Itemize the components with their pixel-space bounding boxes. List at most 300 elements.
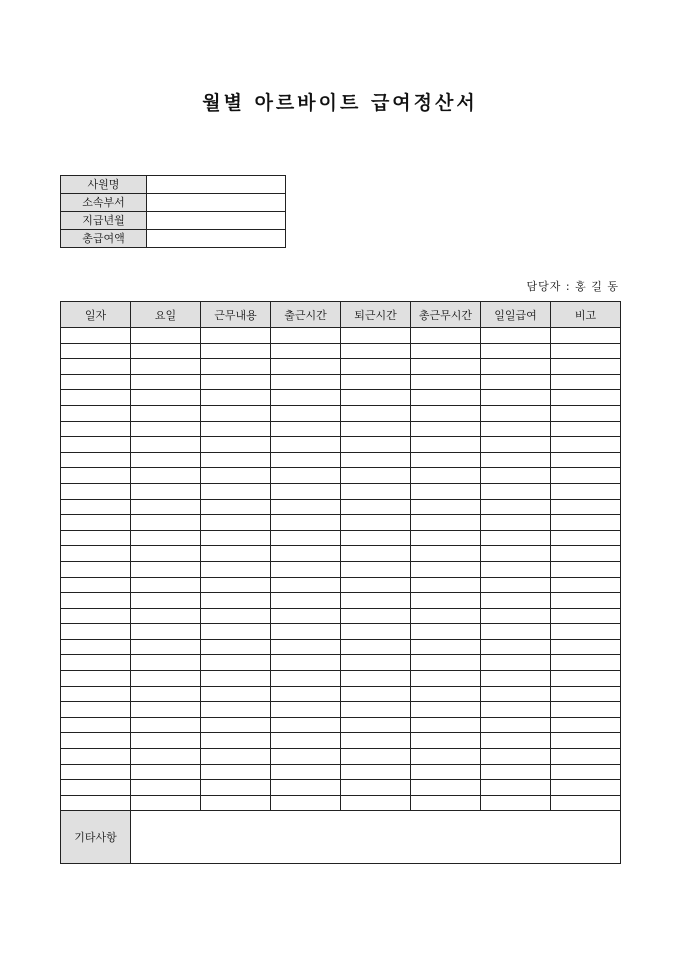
table-cell[interactable] [61,561,131,577]
table-cell[interactable] [271,437,341,453]
table-cell[interactable] [201,515,271,531]
table-cell[interactable] [481,343,551,359]
table-cell[interactable] [481,468,551,484]
info-label: 지급년월 [61,212,147,230]
table-cell[interactable] [341,515,411,531]
table-cell[interactable] [481,780,551,796]
table-cell[interactable] [481,639,551,655]
table-header-row [61,302,621,328]
table-cell[interactable] [201,671,271,687]
table-cell[interactable] [481,686,551,702]
table-row [61,546,621,562]
table-cell[interactable] [551,749,621,765]
table-cell[interactable] [61,780,131,796]
table-cell[interactable] [411,749,481,765]
table-cell[interactable] [271,624,341,640]
table-cell[interactable] [271,499,341,515]
table-cell[interactable] [61,328,131,344]
table-cell[interactable] [341,608,411,624]
table-cell[interactable] [131,655,201,671]
table-cell[interactable] [131,671,201,687]
table-cell[interactable] [201,764,271,780]
table-cell[interactable] [341,717,411,733]
table-cell[interactable] [551,764,621,780]
info-row [61,212,286,230]
table-cell[interactable] [551,639,621,655]
table-row [61,561,621,577]
table-cell[interactable] [411,452,481,468]
table-cell[interactable] [131,343,201,359]
table-row [61,405,621,421]
table-cell[interactable] [341,749,411,765]
table-row [61,686,621,702]
table-cell[interactable] [411,593,481,609]
table-row [61,749,621,765]
column-header: 퇴근시간 [341,302,411,328]
info-value-field[interactable] [147,212,286,230]
table-cell[interactable] [411,546,481,562]
table-cell[interactable] [341,499,411,515]
table-cell[interactable] [271,780,341,796]
table-cell[interactable] [201,421,271,437]
table-cell[interactable] [411,328,481,344]
table-cell[interactable] [411,686,481,702]
column-header: 일일급여 [481,302,551,328]
table-cell[interactable] [481,405,551,421]
table-cell[interactable] [131,328,201,344]
table-cell[interactable] [271,405,341,421]
table-cell[interactable] [131,717,201,733]
table-cell[interactable] [131,468,201,484]
table-row [61,437,621,453]
table-cell[interactable] [551,608,621,624]
table-cell[interactable] [271,686,341,702]
table-cell[interactable] [201,780,271,796]
table-cell[interactable] [131,795,201,811]
table-cell[interactable] [131,499,201,515]
table-cell[interactable] [411,671,481,687]
table-cell[interactable] [61,671,131,687]
table-cell[interactable] [271,702,341,718]
table-cell[interactable] [341,624,411,640]
table-cell[interactable] [481,390,551,406]
table-cell[interactable] [551,328,621,344]
table-cell[interactable] [481,530,551,546]
table-cell[interactable] [131,452,201,468]
table-cell[interactable] [481,515,551,531]
table-row [61,608,621,624]
table-cell[interactable] [411,733,481,749]
table-cell[interactable] [551,390,621,406]
table-cell[interactable] [341,405,411,421]
table-row [61,328,621,344]
table-cell[interactable] [551,468,621,484]
table-cell[interactable] [341,780,411,796]
table-cell[interactable] [411,561,481,577]
table-cell[interactable] [481,499,551,515]
table-cell[interactable] [271,561,341,577]
table-cell[interactable] [271,639,341,655]
info-value-field[interactable] [147,230,286,248]
table-cell[interactable] [481,452,551,468]
table-cell[interactable] [551,452,621,468]
table-cell[interactable] [131,702,201,718]
table-cell[interactable] [481,577,551,593]
table-cell[interactable] [201,359,271,375]
table-row [61,577,621,593]
info-row [61,176,286,194]
table-cell[interactable] [61,577,131,593]
table-cell[interactable] [61,405,131,421]
table-cell[interactable] [341,546,411,562]
table-cell[interactable] [411,639,481,655]
table-cell[interactable] [201,483,271,499]
table-cell[interactable] [411,390,481,406]
table-cell[interactable] [271,593,341,609]
table-cell[interactable] [131,686,201,702]
table-cell[interactable] [131,437,201,453]
table-row [61,390,621,406]
table-cell[interactable] [481,655,551,671]
table-cell[interactable] [131,515,201,531]
table-cell[interactable] [61,437,131,453]
table-cell[interactable] [481,717,551,733]
table-cell[interactable] [131,405,201,421]
table-row [61,593,621,609]
table-cell[interactable] [551,624,621,640]
table-cell[interactable] [131,608,201,624]
table-cell[interactable] [271,483,341,499]
table-cell[interactable] [131,593,201,609]
table-cell[interactable] [481,671,551,687]
table-cell[interactable] [61,468,131,484]
info-value-field[interactable] [147,176,286,194]
table-cell[interactable] [201,546,271,562]
table-cell[interactable] [551,671,621,687]
table-cell[interactable] [271,328,341,344]
table-cell[interactable] [271,608,341,624]
table-cell[interactable] [341,343,411,359]
table-cell[interactable] [131,546,201,562]
table-row [61,359,621,375]
table-cell[interactable] [61,483,131,499]
table-cell[interactable] [201,452,271,468]
table-row [61,421,621,437]
table-cell[interactable] [131,624,201,640]
table-cell[interactable] [131,780,201,796]
table-cell[interactable] [271,749,341,765]
table-cell[interactable] [341,655,411,671]
table-cell[interactable] [411,359,481,375]
table-cell[interactable] [201,374,271,390]
info-label: 총급여액 [61,230,147,248]
table-cell[interactable] [61,593,131,609]
table-cell[interactable] [271,671,341,687]
table-cell[interactable] [201,405,271,421]
table-cell[interactable] [201,749,271,765]
table-cell[interactable] [271,421,341,437]
table-cell[interactable] [61,702,131,718]
table-cell[interactable] [551,499,621,515]
table-cell[interactable] [411,405,481,421]
table-row [61,702,621,718]
table-cell[interactable] [341,437,411,453]
table-cell[interactable] [411,530,481,546]
table-cell[interactable] [61,655,131,671]
table-cell[interactable] [271,795,341,811]
table-row [61,624,621,640]
table-cell[interactable] [551,561,621,577]
column-header: 요일 [131,302,201,328]
table-row [61,655,621,671]
table-row [61,733,621,749]
table-cell[interactable] [341,733,411,749]
table-cell[interactable] [481,733,551,749]
table-cell[interactable] [411,655,481,671]
table-cell[interactable] [201,390,271,406]
table-cell[interactable] [551,374,621,390]
table-cell[interactable] [131,390,201,406]
table-cell[interactable] [341,702,411,718]
table-cell[interactable] [61,359,131,375]
table-cell[interactable] [201,655,271,671]
table-cell[interactable] [481,608,551,624]
employee-info-table [60,175,286,248]
table-cell[interactable] [551,343,621,359]
table-cell[interactable] [551,515,621,531]
table-cell[interactable] [61,608,131,624]
table-cell[interactable] [131,561,201,577]
table-cell[interactable] [61,499,131,515]
table-cell[interactable] [551,483,621,499]
table-cell[interactable] [201,639,271,655]
table-cell[interactable] [271,733,341,749]
info-label: 소속부서 [61,194,147,212]
table-cell[interactable] [201,795,271,811]
table-cell[interactable] [201,437,271,453]
table-cell[interactable] [131,749,201,765]
table-cell[interactable] [481,483,551,499]
column-header: 일자 [61,302,131,328]
table-cell[interactable] [271,655,341,671]
table-cell[interactable] [411,795,481,811]
table-cell[interactable] [61,795,131,811]
remarks-label: 기타사항 [61,811,131,864]
table-cell[interactable] [61,546,131,562]
table-cell[interactable] [481,546,551,562]
table-cell[interactable] [271,359,341,375]
table-cell[interactable] [201,499,271,515]
table-cell[interactable] [131,733,201,749]
manager-label: 담당자 : 홍 길 동 [526,280,619,293]
table-cell[interactable] [341,686,411,702]
table-cell[interactable] [481,593,551,609]
table-cell[interactable] [61,515,131,531]
table-row [61,671,621,687]
table-cell[interactable] [61,733,131,749]
table-cell[interactable] [411,577,481,593]
table-cell[interactable] [341,530,411,546]
table-row [61,717,621,733]
page-title: 월별 아르바이트 급여정산서 [202,92,478,114]
table-row [61,515,621,531]
info-row [61,194,286,212]
table-cell[interactable] [61,374,131,390]
table-cell[interactable] [341,421,411,437]
column-header: 비고 [551,302,621,328]
table-cell[interactable] [201,561,271,577]
table-cell[interactable] [411,764,481,780]
table-row [61,452,621,468]
table-cell[interactable] [411,624,481,640]
table-cell[interactable] [61,452,131,468]
table-cell[interactable] [341,764,411,780]
table-cell[interactable] [271,530,341,546]
table-cell[interactable] [551,717,621,733]
info-row [61,230,286,248]
table-cell[interactable] [481,702,551,718]
table-cell[interactable] [551,359,621,375]
table-cell[interactable] [551,655,621,671]
table-cell[interactable] [341,561,411,577]
table-cell[interactable] [411,717,481,733]
table-cell[interactable] [271,764,341,780]
table-cell[interactable] [551,686,621,702]
daily-pay-table [60,301,621,864]
table-row [61,530,621,546]
table-cell[interactable] [61,624,131,640]
table-cell[interactable] [551,795,621,811]
table-cell[interactable] [341,639,411,655]
table-cell[interactable] [481,624,551,640]
table-cell[interactable] [341,374,411,390]
table-row [61,764,621,780]
table-cell[interactable] [61,343,131,359]
table-cell[interactable] [411,515,481,531]
table-cell[interactable] [341,452,411,468]
table-cell[interactable] [201,577,271,593]
table-cell[interactable] [201,702,271,718]
table-cell[interactable] [551,421,621,437]
table-cell[interactable] [61,639,131,655]
table-cell[interactable] [201,608,271,624]
table-cell[interactable] [551,780,621,796]
table-cell[interactable] [201,624,271,640]
table-cell[interactable] [131,359,201,375]
table-cell[interactable] [341,359,411,375]
table-cell[interactable] [341,593,411,609]
table-cell[interactable] [201,343,271,359]
table-cell[interactable] [201,468,271,484]
table-cell[interactable] [271,546,341,562]
table-cell[interactable] [481,421,551,437]
table-cell[interactable] [131,639,201,655]
table-cell[interactable] [551,530,621,546]
table-cell[interactable] [61,717,131,733]
table-cell[interactable] [61,390,131,406]
table-cell[interactable] [271,390,341,406]
table-cell[interactable] [551,437,621,453]
table-row [61,483,621,499]
table-cell[interactable] [201,733,271,749]
table-cell[interactable] [271,468,341,484]
table-cell[interactable] [481,764,551,780]
table-cell[interactable] [411,499,481,515]
table-cell[interactable] [481,795,551,811]
table-cell[interactable] [271,374,341,390]
table-cell[interactable] [271,515,341,531]
table-cell[interactable] [271,452,341,468]
table-cell[interactable] [61,764,131,780]
table-cell[interactable] [271,577,341,593]
table-cell[interactable] [551,702,621,718]
info-value-field[interactable] [147,194,286,212]
table-cell[interactable] [201,328,271,344]
table-cell[interactable] [481,374,551,390]
table-cell[interactable] [341,328,411,344]
table-cell[interactable] [551,405,621,421]
table-cell[interactable] [411,343,481,359]
table-cell[interactable] [131,530,201,546]
table-cell[interactable] [201,530,271,546]
table-cell[interactable] [481,561,551,577]
table-cell[interactable] [551,733,621,749]
table-cell[interactable] [61,530,131,546]
table-cell[interactable] [551,577,621,593]
table-cell[interactable] [411,702,481,718]
table-cell[interactable] [481,359,551,375]
table-cell[interactable] [131,483,201,499]
table-cell[interactable] [271,717,341,733]
table-cell[interactable] [201,717,271,733]
remarks-row [61,811,621,864]
table-cell[interactable] [481,749,551,765]
table-cell[interactable] [341,390,411,406]
table-cell[interactable] [411,437,481,453]
table-cell[interactable] [411,374,481,390]
table-cell[interactable] [131,764,201,780]
table-cell[interactable] [551,546,621,562]
column-header: 근무내용 [201,302,271,328]
table-cell[interactable] [341,483,411,499]
table-cell[interactable] [341,671,411,687]
table-cell[interactable] [131,374,201,390]
table-cell[interactable] [481,328,551,344]
table-cell[interactable] [411,780,481,796]
table-cell[interactable] [131,577,201,593]
info-label: 사원명 [61,176,147,194]
table-cell[interactable] [341,468,411,484]
table-cell[interactable] [551,593,621,609]
table-cell[interactable] [201,686,271,702]
table-cell[interactable] [411,468,481,484]
table-cell[interactable] [61,421,131,437]
table-cell[interactable] [341,577,411,593]
table-cell[interactable] [271,343,341,359]
table-cell[interactable] [341,795,411,811]
table-cell[interactable] [481,437,551,453]
table-cell[interactable] [131,421,201,437]
table-cell[interactable] [411,421,481,437]
remarks-field[interactable] [131,811,621,864]
table-cell[interactable] [201,593,271,609]
table-cell[interactable] [411,608,481,624]
table-cell[interactable] [61,749,131,765]
table-cell[interactable] [61,686,131,702]
table-row [61,468,621,484]
table-cell[interactable] [411,483,481,499]
table-row [61,795,621,811]
